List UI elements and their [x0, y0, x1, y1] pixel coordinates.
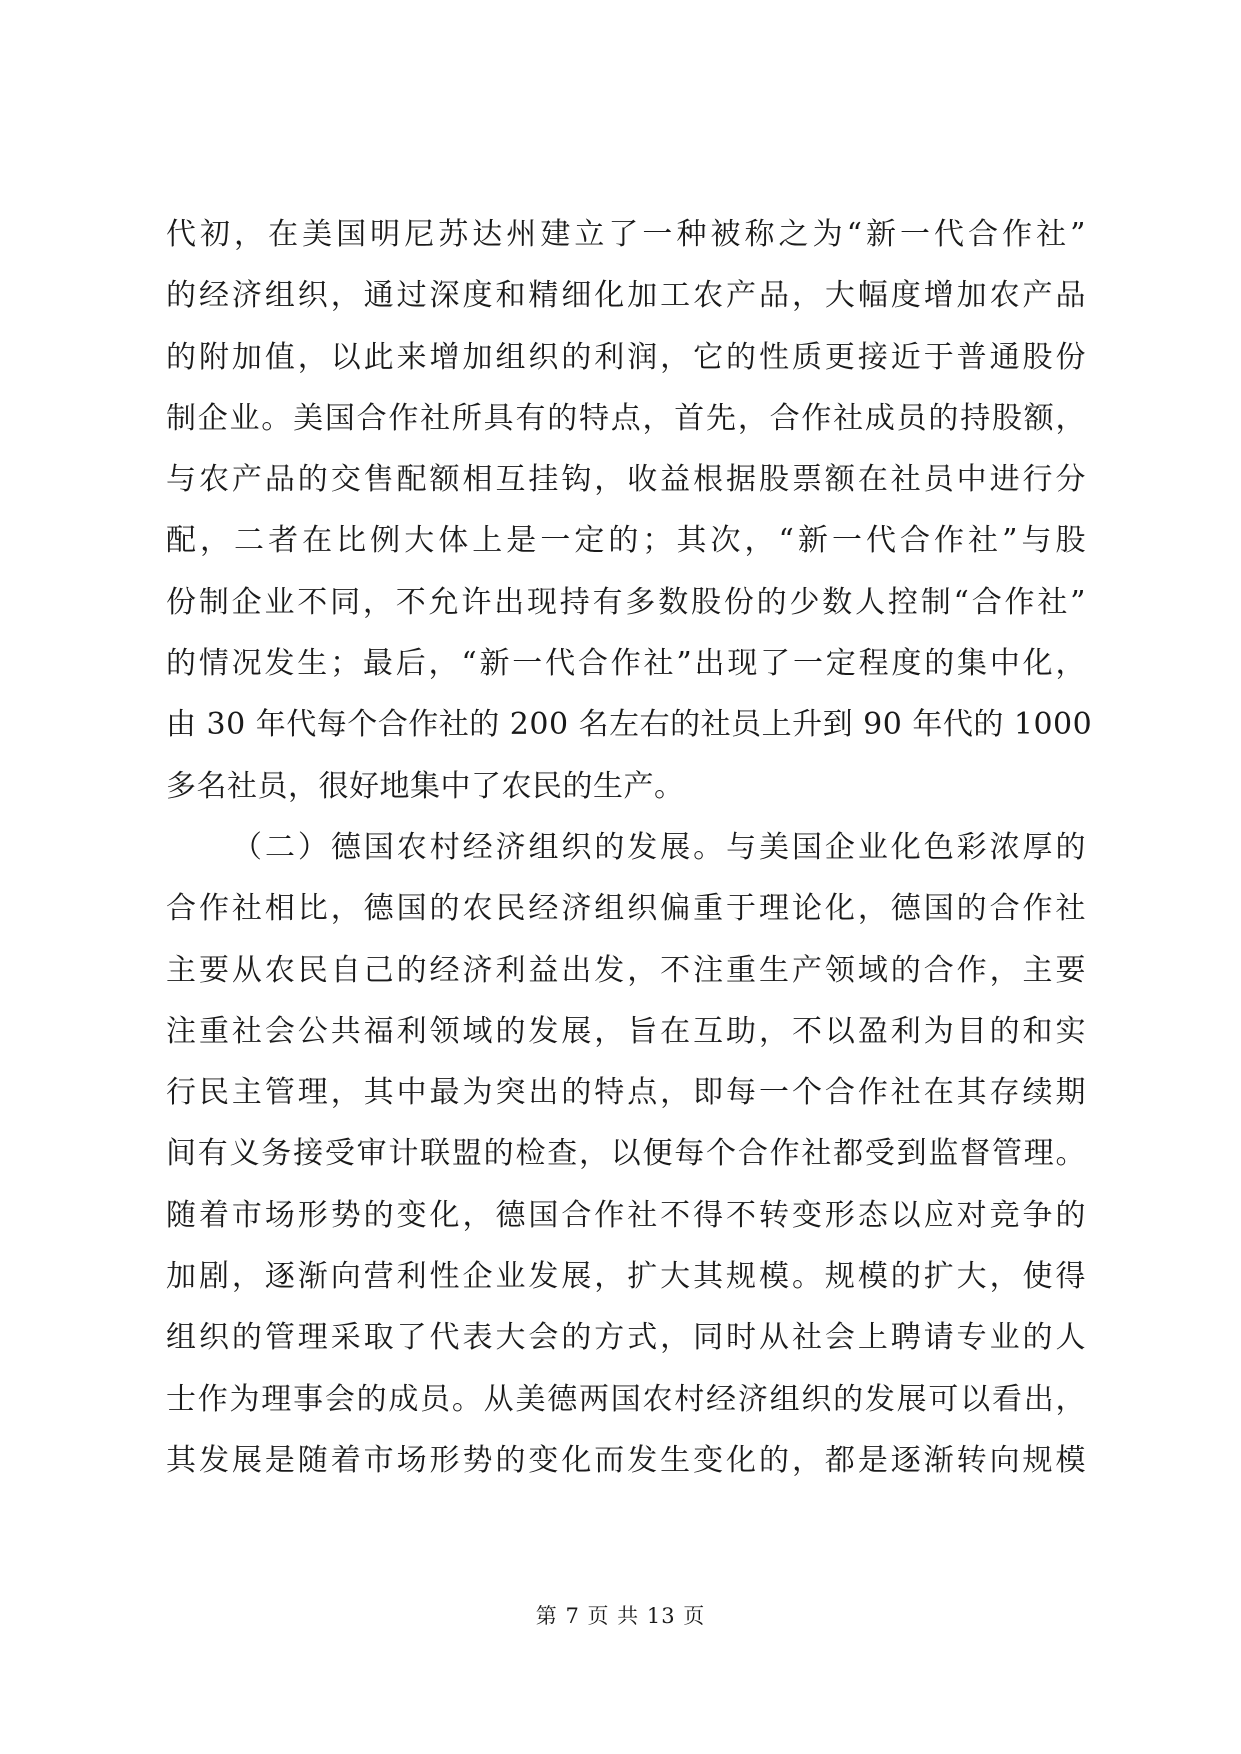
text-line: 的经济组织，通过深度和精细化加工农产品，大幅度增加农产品 — [166, 278, 1086, 314]
text-line: 随着市场形势的变化，德国合作社不得不转变形态以应对竞争的 — [166, 1197, 1086, 1233]
text-line: 加剧，逐渐向营利性企业发展，扩大其规模。规模的扩大，使得 — [166, 1259, 1086, 1295]
text-line: 合作社相比，德国的农民经济组织偏重于理论化，德国的合作社 — [166, 891, 1086, 927]
text-line: 代初，在美国明尼苏达州建立了一种被称之为“新一代合作社” — [166, 217, 1086, 252]
text-line: 注重社会公共福利领域的发展，旨在互助，不以盈利为目的和实 — [166, 1013, 1086, 1049]
text-line: 组织的管理采取了代表大会的方式，同时从社会上聘请专业的人 — [166, 1320, 1086, 1356]
text-line: 与农产品的交售配额相互挂钩，收益根据股票额在社员中进行分 — [166, 462, 1086, 498]
text-line: 行民主管理，其中最为突出的特点，即每一个合作社在其存续期 — [166, 1075, 1086, 1111]
text-line: 其发展是随着市场形势的变化而发生变化的，都是逐渐转向规模 — [166, 1442, 1086, 1478]
page-number-footer: 第 7 页 共 13 页 — [535, 1604, 706, 1628]
text-line: 份制企业不同，不允许出现持有多数股份的少数人控制“合作社” — [166, 584, 1086, 620]
text-line: 的情况发生；最后，“新一代合作社”出现了一定程度的集中化， — [166, 646, 1086, 682]
text-line: 士作为理事会的成员。从美德两国农村经济组织的发展可以看出， — [166, 1381, 1086, 1417]
text-line: 的附加值，以此来增加组织的利润，它的性质更接近于普通股份 — [166, 339, 1086, 375]
text-line: 主要从农民自己的经济利益出发，不注重生产领域的合作，主要 — [166, 952, 1086, 988]
text-line: 由 30 年代每个合作社的 200 名左右的社员上升到 90 年代的 1000 — [166, 707, 1093, 743]
text-line: 制企业。美国合作社所具有的特点，首先，合作社成员的持股额， — [166, 400, 1086, 436]
text-line: （二）德国农村经济组织的发展。与美国企业化色彩浓厚的 — [232, 829, 1086, 865]
body-text — [166, 204, 1093, 1491]
text-line: 多名社员，很好地集中了农民的生产。 — [166, 768, 685, 804]
text-line: 间有义务接受审计联盟的检查，以便每个合作社都受到监督管理。 — [166, 1136, 1086, 1172]
text-line: 配，二者在比例大体上是一定的；其次，“新一代合作社”与股 — [166, 523, 1086, 559]
